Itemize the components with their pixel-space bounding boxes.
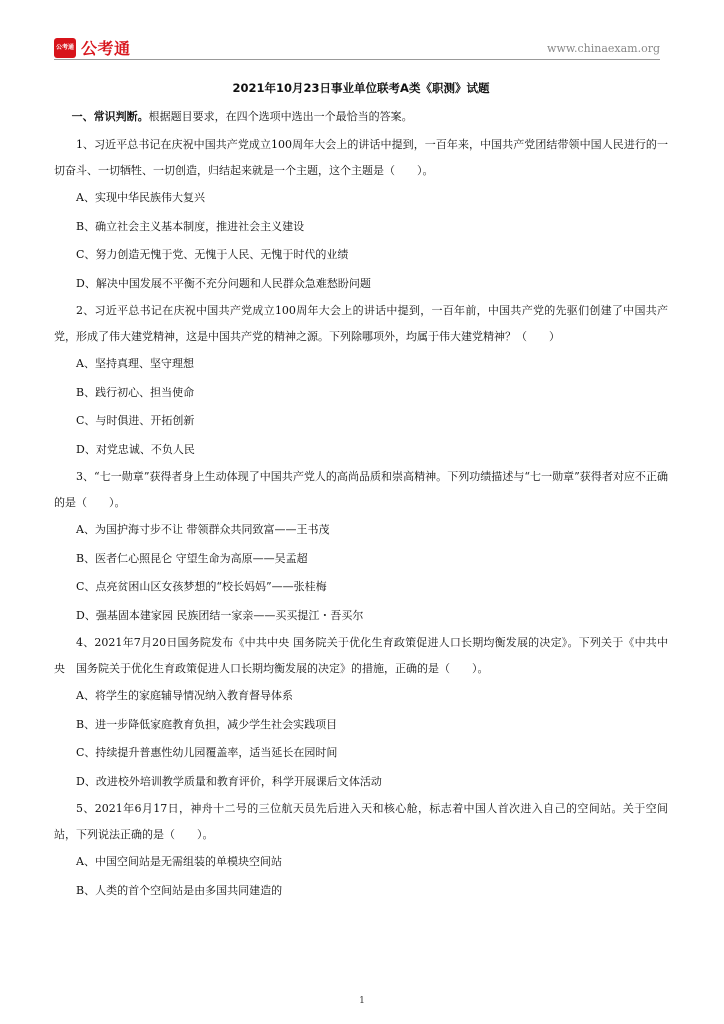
logo-text: 公考通 [81, 39, 131, 58]
option-c: C、持续提升普惠性幼儿园覆盖率，适当延长在园时间 [76, 746, 338, 759]
option-c: C、与时俱进、开拓创新 [76, 414, 195, 427]
option-b: B、医者仁心照昆仑 守望生命为高原——吴孟超 [76, 551, 308, 565]
section-label: 一、常识判断。 [71, 110, 149, 123]
question-1 [54, 132, 668, 298]
section-instruction: 根据题目要求，在四个选项中选出一个最恰当的答案。 [148, 110, 413, 123]
document-title: 2021年10月23日事业单位联考A类《职测》试题 [232, 81, 490, 95]
question-text: 2、习近平总书记在庆祝中国共产党成立100周年大会上的讲话中提到，一百年前，中国共产党的先驱们创建了中国共产党，形成了伟大建党精神，这是中国共产党的精神之源。下列除哪项外，均属于伟大建党精神？（ ） [54, 304, 668, 343]
question-2 [54, 298, 668, 464]
question-4 [54, 630, 668, 796]
option-b: B、确立社会主义基本制度，推进社会主义建设 [76, 219, 305, 233]
question-5 [54, 796, 668, 905]
page-number: 1 [359, 996, 365, 1006]
document-body [54, 72, 668, 905]
option-d: D、强基固本建家园 民族团结一家亲——买买提江・吾买尔 [76, 608, 364, 622]
header-divider [54, 59, 660, 60]
section-heading [54, 106, 668, 128]
question-text: 4、2021年7月20日国务院发布《中共中央 国务院关于优化生育政策促进人口长期均衡发展的决定》。下列关于《中共中央 国务院关于优化生育政策促进人口长期均衡发展的决定》的措施，正确的是（ ）。 [54, 636, 668, 675]
option-b: B、人类的首个空间站是由多国共同建造的 [76, 883, 283, 897]
question-text: 1、习近平总书记在庆祝中国共产党成立100周年大会上的讲话中提到，一百年来，中国共产党团结带领中国人民进行的一切奋斗、一切牺牲、一切创造，归结起来就是一个主题，这个主题是（ ）。 [54, 138, 668, 177]
logo[interactable] [54, 36, 131, 59]
option-a: A、实现中华民族伟大复兴 [76, 191, 205, 204]
page-header [54, 36, 660, 58]
option-d: D、对党忠诚、不负人民 [76, 442, 195, 456]
option-c: C、点亮贫困山区女孩梦想的“校长妈妈”——张桂梅 [76, 580, 327, 593]
option-a: A、中国空间站是无需组装的单模块空间站 [76, 855, 282, 868]
option-b: B、进一步降低家庭教育负担，减少学生社会实践项目 [76, 717, 338, 731]
question-3 [54, 464, 668, 630]
option-a: A、为国护海寸步不让 带领群众共同致富——王书茂 [76, 523, 330, 536]
question-text: 5、2021年6月17日，神舟十二号的三位航天员先后进入天和核心舱，标志着中国人首次进入自己的空间站。关于空间站，下列说法正确的是（ ）。 [54, 802, 668, 841]
site-url[interactable]: www.chinaexam.org [547, 42, 660, 55]
option-a: A、坚持真理、坚守理想 [76, 357, 194, 370]
option-d: D、改进校外培训教学质量和教育评价，科学开展课后文体活动 [76, 774, 382, 788]
option-a: A、将学生的家庭辅导情况纳入教育督导体系 [76, 689, 293, 702]
option-b: B、践行初心、担当使命 [76, 385, 195, 399]
question-text: 3、“七一勋章”获得者身上生动体现了中国共产党人的高尚品质和崇高精神。下列功绩描述与“七一勋章”获得者对应不正确的是（ ）。 [54, 470, 668, 509]
logo-badge-icon: 公考通 [54, 38, 76, 58]
option-d: D、解决中国发展不平衡不充分问题和人民群众急难愁盼问题 [76, 276, 371, 290]
option-c: C、努力创造无愧于党、无愧于人民、无愧于时代的业绩 [76, 248, 349, 261]
